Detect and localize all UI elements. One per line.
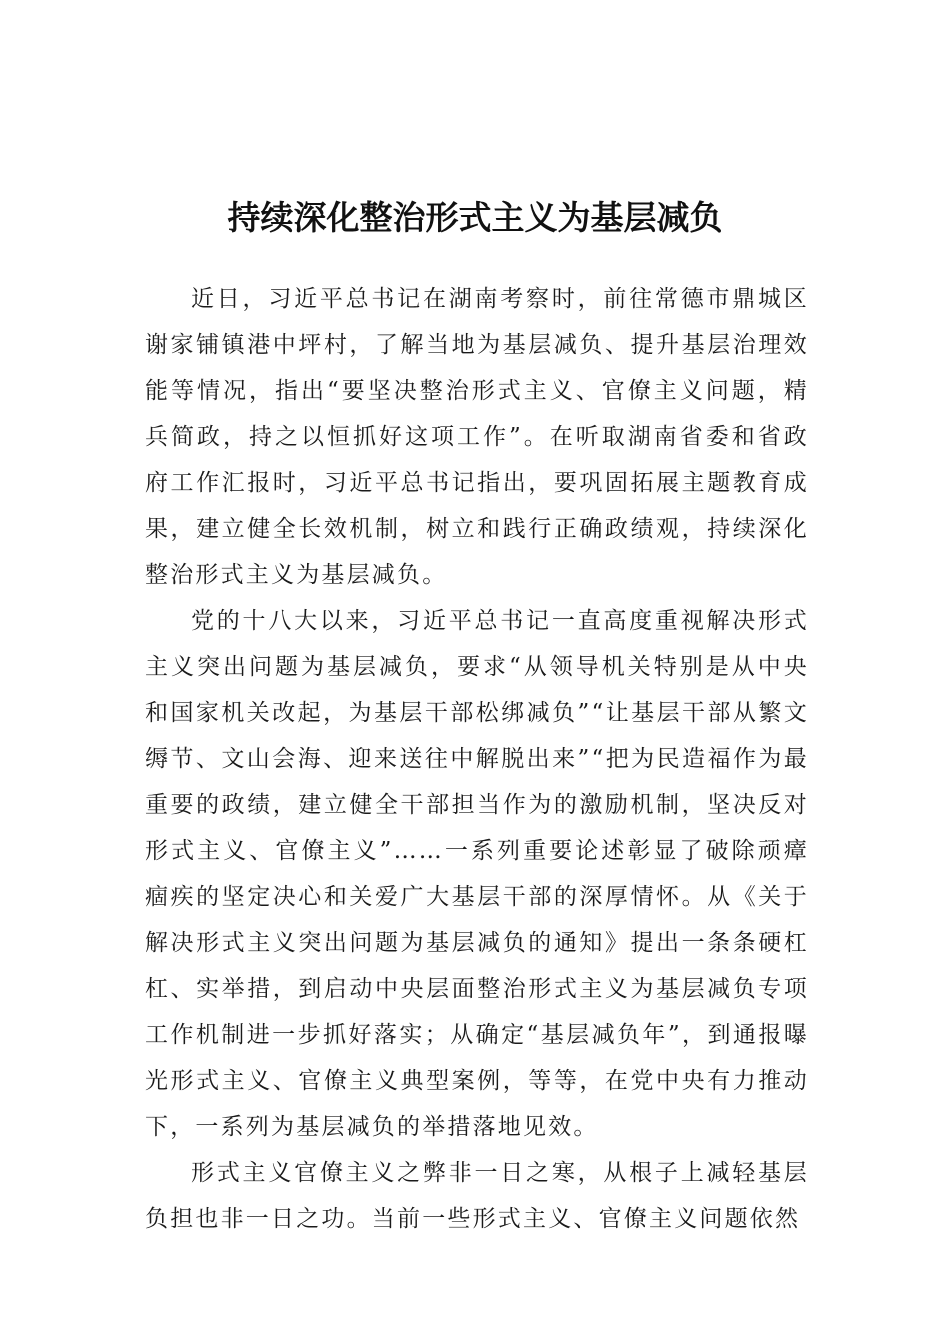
paragraph-3: 形式主义官僚主义之弊非一日之寒，从根子上减轻基层负担也非一日之功。当前一些形式主义、官僚主义问题依然 (145, 1160, 809, 1232)
paragraph-2: 党的十八大以来，习近平总书记一直高度重视解决形式主义突出问题为基层减负，要求“从领导机关特别是从中央和国家机关改起，为基层干部松绑减负”“让基层干部从繁文缛节、文山会海、迎来送往中解脱出来”“把为民造福作为最重要的政绩，建立健全干部担当作为的激励机制，坚决反对形式主义、官僚主义”……一系列重要论述彰显了破除顽瘴痼疾的坚定决心和关爱广大基层干部的深厚情怀。从《关于解决形式主义突出问题为基层减负的通知》提出一条条硬杠杠、实举措，到启动中央层面整治形式主义为基层减负专项工作机制进一步抓好落实；从确定“基层减负年”，到通报曝光形式主义、官僚主义典型案例，等等，在党中央有力推动下，一系列为基层减负的举措落地见效。 (145, 608, 809, 1140)
document-title: 持续深化整治形式主义为基层减负 (227, 198, 723, 238)
paragraph-1: 近日，习近平总书记在湖南考察时，前往常德市鼎城区谢家铺镇港中坪村，了解当地为基层减负、提升基层治理效能等情况，指出“要坚决整治形式主义、官僚主义问题，精兵简政，持之以恒抓好这项工作”。在听取湖南省委和省政府工作汇报时，习近平总书记指出，要巩固拓展主题教育成果，建立健全长效机制，树立和践行正确政绩观，持续深化整治形式主义为基层减负。 (145, 286, 809, 588)
document-body (145, 276, 809, 1242)
